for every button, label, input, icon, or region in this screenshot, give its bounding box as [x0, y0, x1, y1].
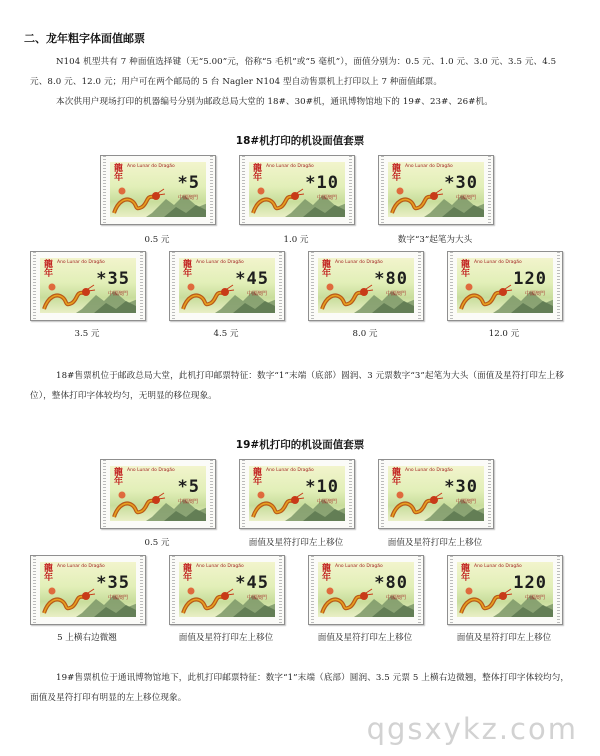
perforation [33, 556, 36, 624]
perforation [557, 252, 560, 320]
stamp-design [249, 162, 345, 217]
intro-paragraph-2: 本次供用户现场打印的机器编号分别为邮政总局大堂的 18#、30#机，通讯博物馆地下的 19#、23#、26#机。 [56, 97, 493, 107]
s19-5-stamp [308, 555, 424, 625]
stamp-face-value: *45 [235, 269, 269, 289]
lunar-text: Ano Lunar do Dragão [474, 564, 522, 569]
macau-text: 中國澳門 [316, 195, 337, 201]
s19-0-stamp [100, 459, 216, 529]
year-glyph: 龍年 [461, 564, 471, 583]
stamp-face-value: *30 [444, 173, 478, 193]
macau-text: 中國澳門 [107, 291, 128, 297]
stamp-design [40, 258, 136, 313]
section-19-title: 19#机打印的机设面值套票 [235, 439, 365, 451]
lunar-text: Ano Lunar do Dragão [127, 164, 175, 169]
perforation [33, 252, 36, 320]
stamp-design [318, 258, 414, 313]
stamp-face-value: *10 [305, 477, 339, 497]
stamp-design [457, 258, 553, 313]
perforation [311, 252, 314, 320]
macau-text: 中國澳門 [246, 291, 267, 297]
year-glyph: 龍年 [114, 164, 124, 183]
stamp-face-value: *35 [96, 269, 130, 289]
stamp-caption: 0.5 元 [144, 235, 170, 245]
perforation [210, 460, 213, 528]
lunar-text: Ano Lunar do Dragão [335, 260, 383, 265]
lunar-text: Ano Lunar do Dragão [266, 164, 314, 169]
perforation [450, 556, 453, 624]
perforation [557, 556, 560, 624]
stamp-caption: 面值及星符打印左上移位 [387, 538, 483, 548]
macau-text: 中國澳門 [385, 291, 406, 297]
stamp-design [110, 162, 206, 217]
macau-text: 中國澳門 [107, 595, 128, 601]
section-19-note: 19#售票机位于通讯博物馆地下，此机打印邮票特征：数字“1”末端（底部）圆润、3.5 元票 5 上横右边微翘，整体打印字体较均匀，面值及星符打印有明显的左上移位现象。 [30, 673, 570, 703]
stamp-face-value: *45 [235, 573, 269, 593]
year-glyph: 龍年 [392, 164, 402, 183]
stamp-caption: 面值及星符打印左上移位 [317, 633, 413, 643]
lunar-text: Ano Lunar do Dragão [474, 260, 522, 265]
perforation [488, 460, 491, 528]
year-glyph: 龍年 [183, 260, 193, 279]
stamp-design [179, 562, 275, 617]
perforation [279, 252, 282, 320]
s18-1-stamp [239, 155, 355, 225]
stamp-face-value: 120 [513, 269, 547, 289]
section-18-note: 18#售票机位于邮政总局大堂，此机打印邮票特征：数字“1”末端（底部）圆润、3 元票数字“3”起笔为大头（面值及星符打印左上移位），整体打印字体较均匀，无明显的移位现象。 [30, 371, 565, 401]
perforation [488, 156, 491, 224]
perforation [349, 460, 352, 528]
stamp-design [318, 562, 414, 617]
stamp-caption: 0.5 元 [144, 538, 170, 548]
year-glyph: 龍年 [253, 468, 263, 487]
s19-3-stamp [30, 555, 146, 625]
year-glyph: 龍年 [461, 260, 471, 279]
watermark: qgsxykz.com [366, 712, 578, 746]
macau-text: 中國澳門 [524, 291, 545, 297]
s18-3-stamp [30, 251, 146, 321]
year-glyph: 龍年 [44, 564, 54, 583]
perforation [381, 460, 384, 528]
intro-paragraph-1: N104 机型共有 7 种面值选择键（无“5.00”元，俗称“5 毛机”或“5 毫机”），面值分别为：0.5 元、1.0 元、3.0 元、3.5 元、4.5 元、8.0 元、12.0 元；用户可在两个邮局的 5 台 Nagler N104 型自动售票机上打印以上 7 种面值邮票。 [30, 57, 557, 87]
perforation [418, 556, 421, 624]
year-glyph: 龍年 [322, 260, 332, 279]
s18-0-stamp [100, 155, 216, 225]
perforation [103, 460, 106, 528]
perforation [242, 460, 245, 528]
perforation [279, 556, 282, 624]
macau-text: 中國澳門 [385, 595, 406, 601]
macau-text: 中國澳門 [455, 195, 476, 201]
perforation [450, 252, 453, 320]
perforation [172, 556, 175, 624]
stamp-caption: 面值及星符打印左上移位 [456, 633, 552, 643]
perforation [381, 156, 384, 224]
perforation [349, 156, 352, 224]
stamp-design [110, 466, 206, 521]
section-heading: 二、龙年粗字体面值邮票 [24, 32, 145, 45]
stamp-face-value: *30 [444, 477, 478, 497]
stamp-design [179, 258, 275, 313]
stamp-design [40, 562, 136, 617]
stamp-caption: 数字“3”起笔为大头 [397, 235, 473, 245]
stamp-design [388, 162, 484, 217]
year-glyph: 龍年 [322, 564, 332, 583]
macau-text: 中國澳門 [246, 595, 267, 601]
year-glyph: 龍年 [392, 468, 402, 487]
perforation [140, 556, 143, 624]
s19-1-stamp [239, 459, 355, 529]
stamp-face-value: *5 [177, 173, 200, 193]
stamp-face-value: *35 [96, 573, 130, 593]
lunar-text: Ano Lunar do Dragão [196, 260, 244, 265]
s19-6-stamp [447, 555, 563, 625]
year-glyph: 龍年 [253, 164, 263, 183]
year-glyph: 龍年 [44, 260, 54, 279]
stamp-caption: 面值及星符打印左上移位 [178, 633, 274, 643]
s19-2-stamp [378, 459, 494, 529]
s18-6-stamp [447, 251, 563, 321]
stamp-caption: 面值及星符打印左上移位 [248, 538, 344, 548]
perforation [418, 252, 421, 320]
stamp-design [457, 562, 553, 617]
macau-text: 中國澳門 [524, 595, 545, 601]
stamp-face-value: 120 [513, 573, 547, 593]
lunar-text: Ano Lunar do Dragão [405, 164, 453, 169]
lunar-text: Ano Lunar do Dragão [57, 564, 105, 569]
macau-text: 中國澳門 [177, 499, 198, 505]
section-18-title: 18#机打印的机设面值套票 [235, 135, 365, 147]
perforation [103, 156, 106, 224]
stamp-design [388, 466, 484, 521]
stamp-face-value: *5 [177, 477, 200, 497]
stamp-face-value: *80 [374, 573, 408, 593]
year-glyph: 龍年 [114, 468, 124, 487]
stamp-caption: 1.0 元 [283, 235, 309, 245]
lunar-text: Ano Lunar do Dragão [127, 468, 175, 473]
lunar-text: Ano Lunar do Dragão [57, 260, 105, 265]
macau-text: 中國澳門 [177, 195, 198, 201]
stamp-caption: 8.0 元 [352, 329, 378, 339]
lunar-text: Ano Lunar do Dragão [405, 468, 453, 473]
perforation [210, 156, 213, 224]
stamp-caption: 3.5 元 [74, 329, 100, 339]
perforation [140, 252, 143, 320]
stamp-design [249, 466, 345, 521]
lunar-text: Ano Lunar do Dragão [266, 468, 314, 473]
stamp-caption: 4.5 元 [213, 329, 239, 339]
stamp-caption: 12.0 元 [488, 329, 520, 339]
s18-2-stamp [378, 155, 494, 225]
stamp-face-value: *80 [374, 269, 408, 289]
stamp-caption: 5 上横右边微翘 [57, 633, 117, 643]
perforation [172, 252, 175, 320]
s19-4-stamp [169, 555, 285, 625]
perforation [311, 556, 314, 624]
perforation [242, 156, 245, 224]
s18-4-stamp [169, 251, 285, 321]
macau-text: 中國澳門 [455, 499, 476, 505]
lunar-text: Ano Lunar do Dragão [196, 564, 244, 569]
stamp-face-value: *10 [305, 173, 339, 193]
macau-text: 中國澳門 [316, 499, 337, 505]
year-glyph: 龍年 [183, 564, 193, 583]
s18-5-stamp [308, 251, 424, 321]
lunar-text: Ano Lunar do Dragão [335, 564, 383, 569]
